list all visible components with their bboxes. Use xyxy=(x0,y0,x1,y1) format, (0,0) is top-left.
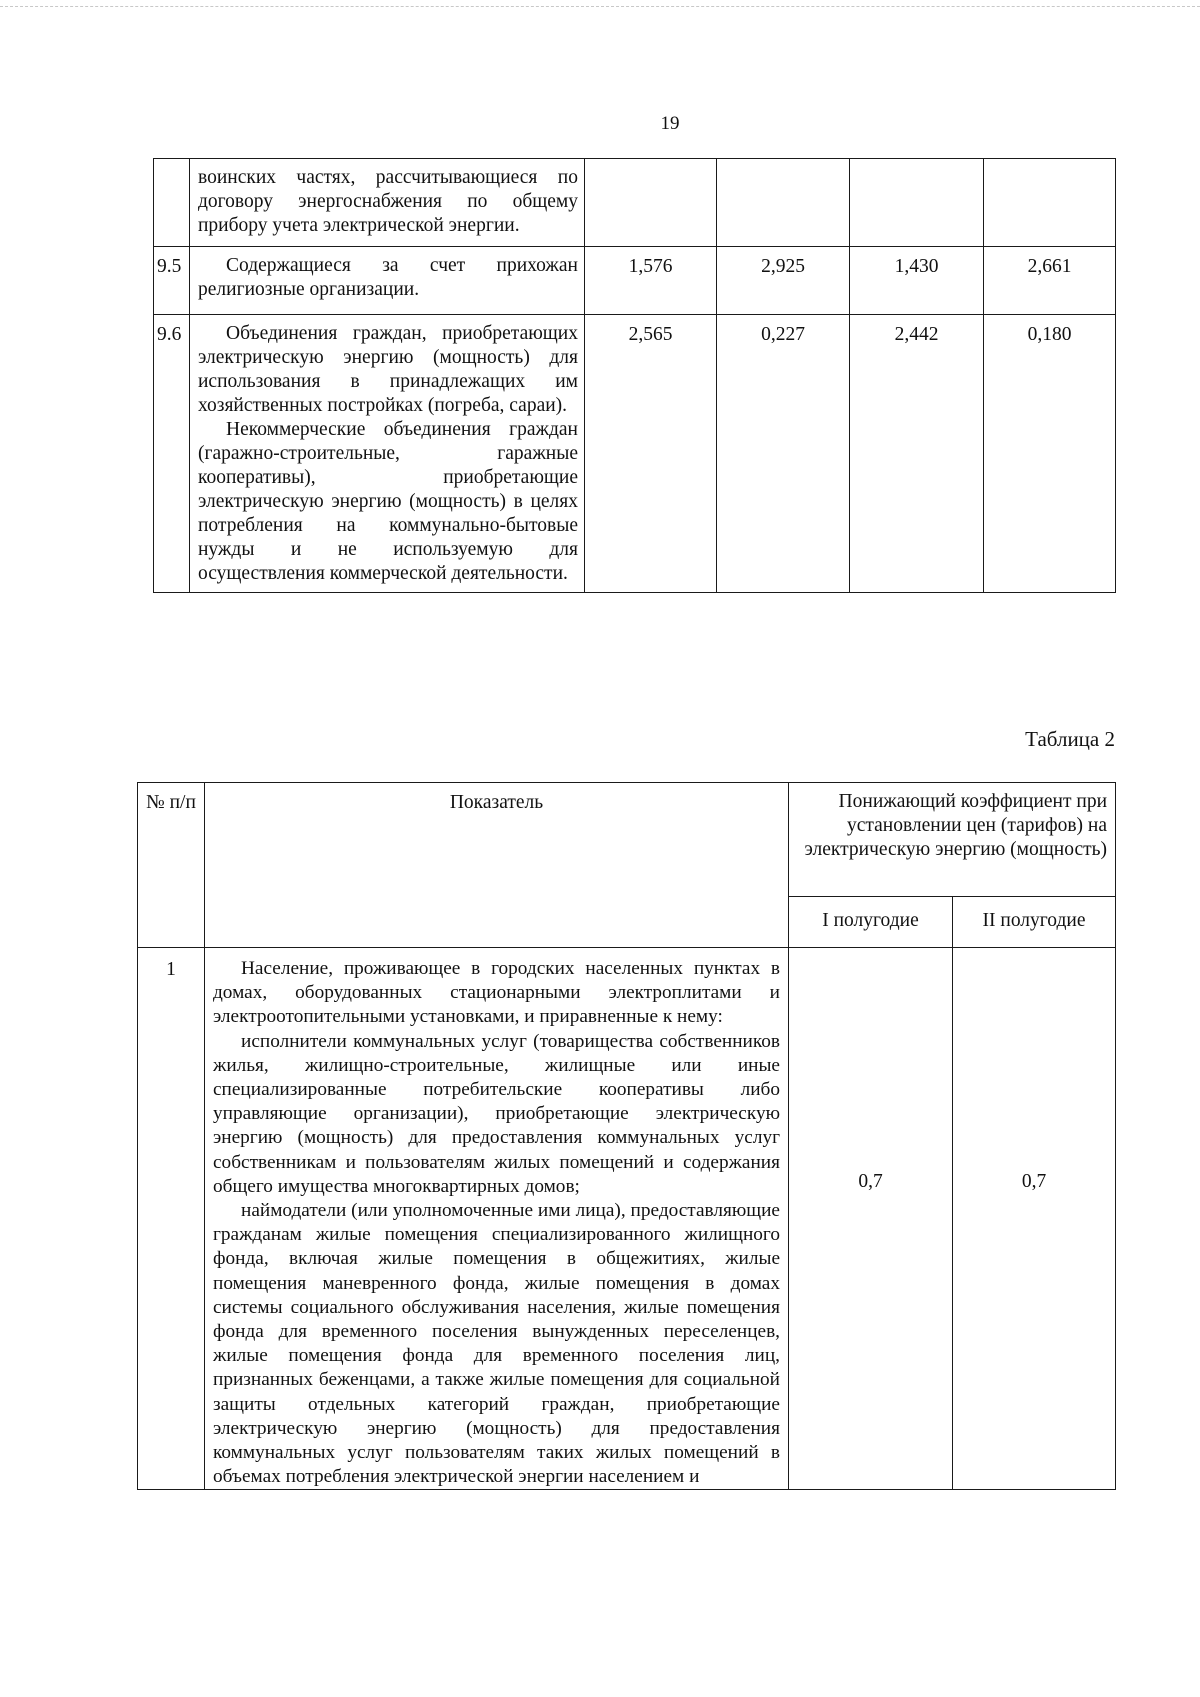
row-value xyxy=(984,159,1116,247)
row-description xyxy=(205,948,789,1490)
header-coefficient: Понижающий коэффициент при установлении цен (тарифов) на электрическую энергию (мощность) xyxy=(789,783,1116,897)
paragraph: Население, проживающее в городских населенных пунктах в домах, оборудованных стационарными электроплитами и электроотопительными установками, и приравненные к нему: xyxy=(213,958,780,1028)
header-indicator: Показатель xyxy=(205,783,789,948)
row-value: 2,661 xyxy=(984,247,1116,315)
row-number: 9.6 xyxy=(154,315,190,593)
paragraph: наймодатели (или уполномоченные ими лица), предоставляющие гражданам жилые помещения специализированного жилищного фонда, включая жилые помещения в общежитиях, жилые помещения маневренного фонда, жилые помещения в домах системы социального обслуживания населения, жилые помещения фонда для временного поселения вынужденных переселенцев, жилые помещения фонда для временного поселения лиц, признанных беженцами, а также жилые помещения для социальной защиты отдельных категорий граждан, приобретающие электрическую энергию (мощность) для предоставления коммунальных услуг пользователям таких жилых помещений в объемах потребления электрической энергии населением и xyxy=(213,1200,780,1488)
row-value: 0,180 xyxy=(984,315,1116,593)
row-value: 0,7 xyxy=(953,948,1116,1490)
row-value xyxy=(717,159,850,247)
paragraph: исполнители коммунальных услуг (товарищества собственников жилья, жилищно-строительные, жилищные или иные специализированные потребительские кооперативы либо управляющие организации), приобретающие электрическую энергию (мощность) для предоставления коммунальных услуг собственникам и пользователям жилых помещений и содержания общего имущества многоквартирных домов; xyxy=(213,1030,780,1197)
row-description: Содержащиеся за счет прихожан религиозные организации. xyxy=(190,247,585,315)
header-row xyxy=(138,783,1116,897)
row-value xyxy=(585,159,717,247)
row-value: 2,565 xyxy=(585,315,717,593)
header-half-year-1: I полугодие xyxy=(789,897,953,948)
paragraph: Объединения граждан, приобретающих электрическую энергию (мощность) для использования в принадлежащих им хозяйственных постройках (погреба, сараи). xyxy=(198,323,578,416)
row-value: 2,925 xyxy=(717,247,850,315)
row-value: 0,7 xyxy=(789,948,953,1490)
header-number: № п/п xyxy=(138,783,205,948)
table-caption: Таблица 2 xyxy=(1025,727,1115,751)
header-half-year-2: II полугодие xyxy=(953,897,1116,948)
row-number xyxy=(154,159,190,247)
row-description xyxy=(190,315,585,593)
paragraph: Некоммерческие объединения граждан (гаражно-строительные, гаражные кооперативы), приобретающие электрическую энергию (мощность) в целях потребления на коммунально-бытовые нужды и не используемую для осуществления коммерческой деятельности. xyxy=(198,419,578,584)
row-value: 0,227 xyxy=(717,315,850,593)
page-number: 19 xyxy=(660,113,680,134)
row-value: 1,430 xyxy=(850,247,984,315)
row-value: 2,442 xyxy=(850,315,984,593)
scan-edge-line xyxy=(0,6,1200,7)
table-row xyxy=(138,948,1116,1490)
row-value xyxy=(850,159,984,247)
table-row xyxy=(154,247,1116,315)
row-number: 1 xyxy=(138,948,205,1490)
tariff-table-continuation xyxy=(153,158,1116,593)
table-row xyxy=(154,315,1116,593)
row-value: 1,576 xyxy=(585,247,717,315)
row-number: 9.5 xyxy=(154,247,190,315)
table-row xyxy=(154,159,1116,247)
row-description: воинских частях, рассчитывающиеся по договору энергоснабжения по общему прибору учета электрической энергии. xyxy=(190,159,585,247)
reduction-coefficient-table xyxy=(137,782,1116,1490)
